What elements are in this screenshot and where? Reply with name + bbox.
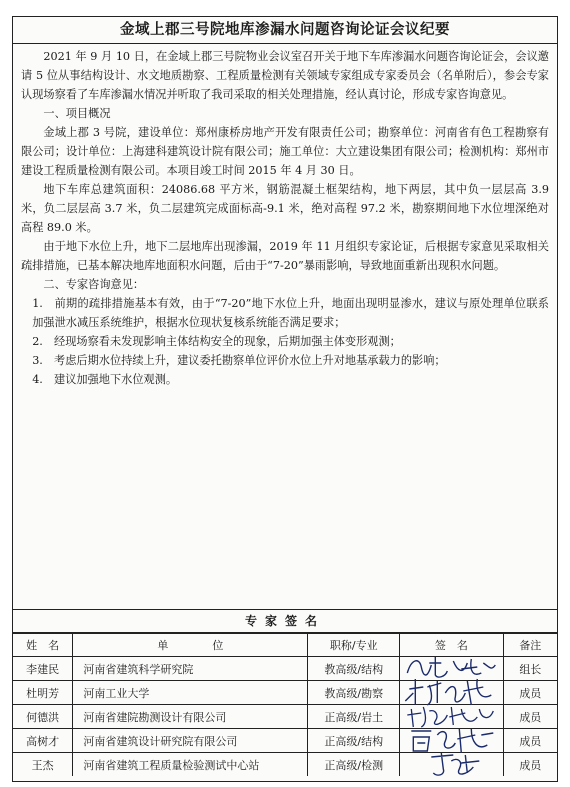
- expert-remark: 成员: [503, 729, 557, 753]
- signature-cell: [400, 753, 504, 777]
- document-body: [21, 47, 549, 607]
- header-remark: 备注: [503, 634, 557, 657]
- opinion-item-1: 1. 前期的疏排措施基本有效，由于“7-20”地下水位上升，地面出现明显渗水，建议与原处理单位联系加强泄水减压系统维护，根据水位现状复核系统能否满足要求；: [32, 297, 549, 329]
- header-unit: 单 位: [73, 634, 308, 657]
- opinion-item-4: 4. 建议加强地下水位观测。: [32, 373, 178, 386]
- project-overview-paragraph: 金域上郡 3 号院，建设单位：郑州康桥房地产开发有限责任公司；勘察单位：河南省有色工程勘察有限公司；设计单位：上海建科建筑设计院有限公司；施工单位：大立建设集团有限公司；检测机构：郑州市建设工程质量检测有限公司。本项目竣工时间 2015 年 4 月 30 日。: [21, 126, 549, 177]
- handwritten-signature: [400, 747, 503, 781]
- expert-unit: 河南省建筑设计研究院有限公司: [73, 729, 308, 753]
- document-sheet: [12, 16, 558, 782]
- expert-unit: 河南省建筑工程质量检验测试中心站: [73, 753, 308, 777]
- expert-remark: 成员: [503, 705, 557, 729]
- expert-title: 教高级/勘察: [308, 681, 400, 705]
- expert-table: [13, 633, 557, 776]
- garage-info-paragraph: 地下车库总建筑面积：24086.68 平方米，钢筋混凝土框架结构，地下两层，其中负一层层高 3.9 米，负二层层高 3.7 米，负二层建筑完成面标高-9.1 米，绝对高程 97.2 米，勘察期间地下水位埋深绝对高程 89.0 米。: [21, 183, 549, 234]
- expert-title: 教高级/结构: [308, 657, 400, 681]
- expert-unit: 河南省建院勘测设计有限公司: [73, 705, 308, 729]
- expert-section-title: 专家签名: [13, 610, 557, 633]
- document-title: 金域上郡三号院地库渗漏水问题咨询论证会议纪要: [13, 17, 557, 44]
- expert-name: 何德洪: [13, 705, 73, 729]
- header-signature: 签 名: [400, 634, 504, 657]
- expert-remark: 成员: [503, 681, 557, 705]
- expert-name: 杜明芳: [13, 681, 73, 705]
- expert-title: 正高级/结构: [308, 729, 400, 753]
- expert-signature-section: [13, 609, 557, 781]
- opinion-item-3: 3. 考虑后期水位持续上升，建议委托勘察单位评价水位上升对地基承载力的影响；: [32, 354, 446, 367]
- expert-name: 李建民: [13, 657, 73, 681]
- intro-paragraph: 2021 年 9 月 10 日，在金域上郡三号院物业会议室召开关于地下车库渗漏水问题咨询论证会，会议邀请 5 位从事结构设计、水文地质勘察、工程质量检测有关领域专家组成专家委员会（名单附后），参会专家认现场察看了车库渗漏水情况并听取了我司采取的相关处理措施，经认真讨论，形成专家咨询意见。: [21, 50, 549, 101]
- expert-remark: 组长: [503, 657, 557, 681]
- expert-unit: 河南工业大学: [73, 681, 308, 705]
- section1-heading: 一、项目概况: [43, 107, 111, 120]
- history-paragraph: 由于地下水位上升，地下二层地库出现渗漏，2019 年 11 月组织专家论证，后根据专家意见采取相关疏排措施，已基本解决地库地面积水问题，后由于“7-20”暴雨影响，导致地面重新出现积水问题。: [21, 240, 549, 272]
- expert-title: 正高级/检测: [308, 753, 400, 777]
- table-row: [13, 753, 557, 777]
- expert-name: 高树才: [13, 729, 73, 753]
- header-name: 姓 名: [13, 634, 73, 657]
- expert-remark: 成员: [503, 753, 557, 777]
- section2-heading: 二、专家咨询意见：: [43, 278, 145, 291]
- header-title: 职称/专业: [308, 634, 400, 657]
- opinion-item-2: 2. 经现场察看未发现影响主体结构安全的现象，后期加强主体变形观测；: [32, 335, 401, 348]
- expert-title: 正高级/岩土: [308, 705, 400, 729]
- expert-name: 王杰: [13, 753, 73, 777]
- expert-unit: 河南省建筑科学研究院: [73, 657, 308, 681]
